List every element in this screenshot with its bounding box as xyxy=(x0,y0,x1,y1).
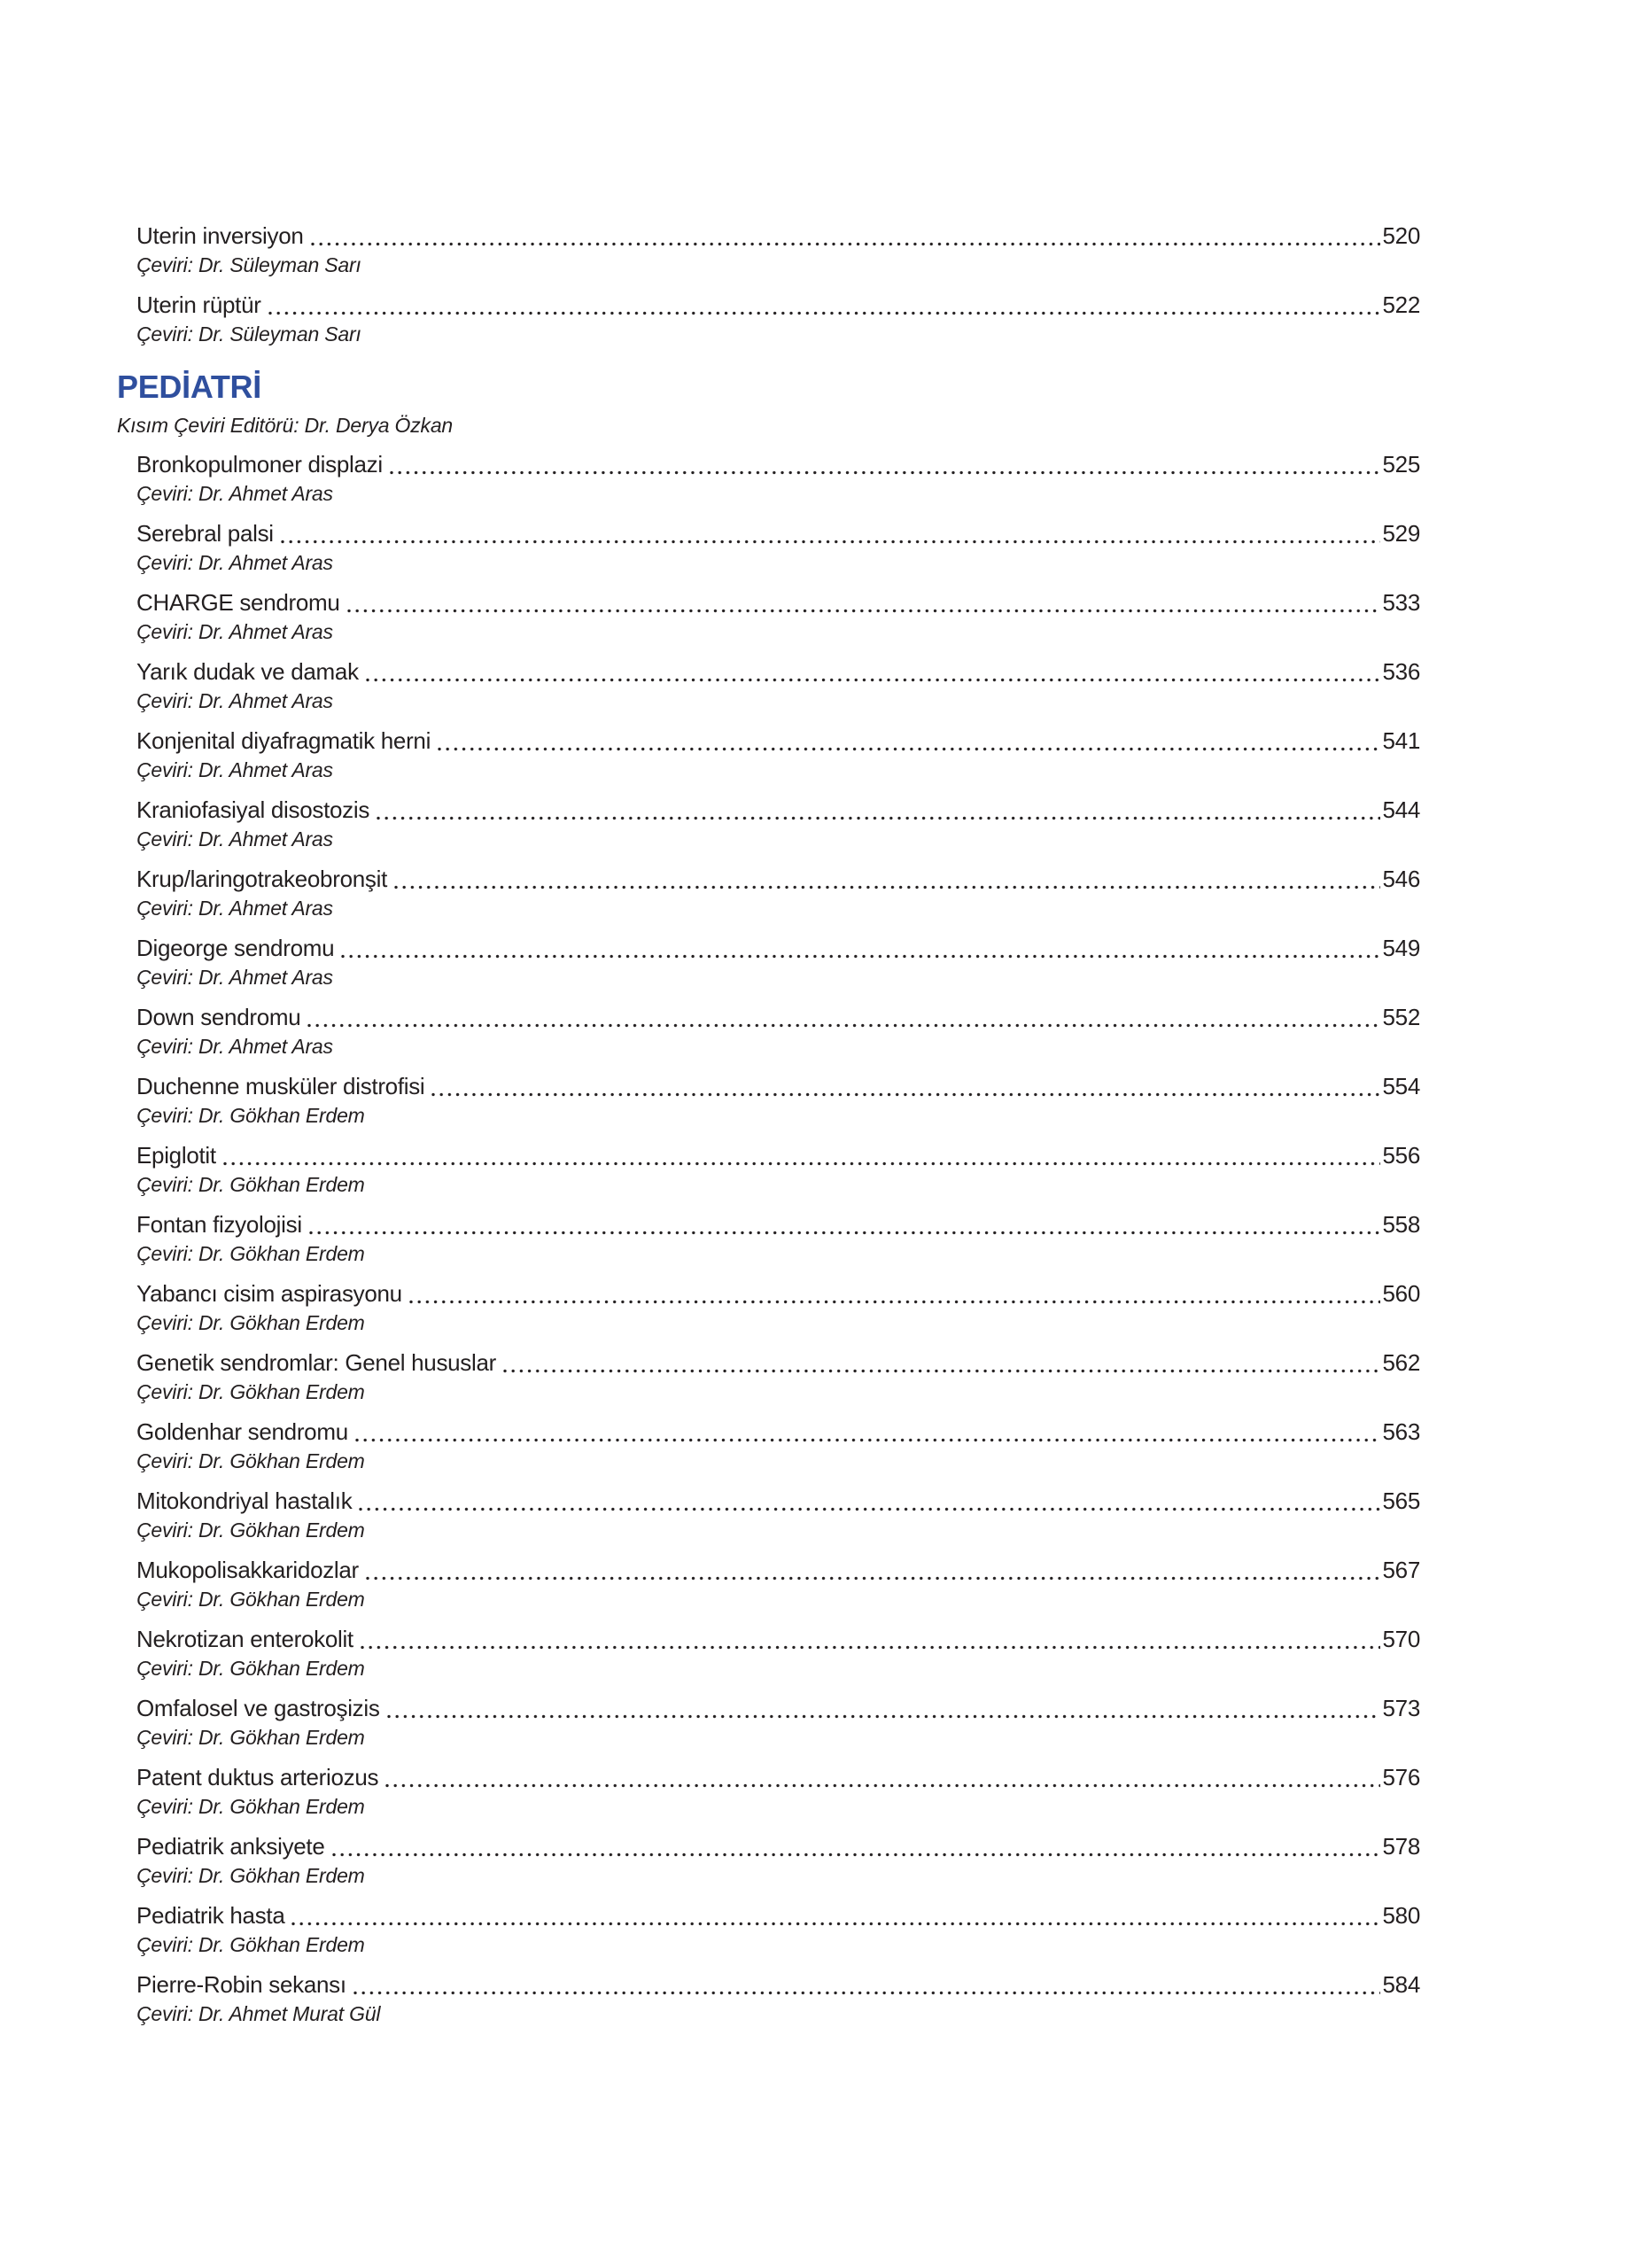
entry-page-number: 546 xyxy=(1382,866,1420,892)
dot-leader xyxy=(377,816,1379,820)
toc-entry-row xyxy=(136,291,1420,320)
entry-translator: Çeviri: Dr. Gökhan Erdem xyxy=(136,1380,365,1403)
toc-entry xyxy=(136,1901,1420,1960)
entry-page-number: 552 xyxy=(1382,1004,1420,1030)
entry-translator: Çeviri: Dr. Ahmet Aras xyxy=(136,1035,333,1058)
entry-title: Down sendromu xyxy=(136,1004,301,1030)
entry-translator: Çeviri: Dr. Gökhan Erdem xyxy=(136,1864,365,1887)
entry-translator: Çeviri: Dr. Gökhan Erdem xyxy=(136,1311,365,1334)
dot-leader xyxy=(309,1231,1380,1235)
entry-title: CHARGE sendromu xyxy=(136,589,340,616)
dot-leader xyxy=(387,1714,1380,1719)
entry-title: Kraniofasiyal disostozis xyxy=(136,796,370,823)
entry-page-number: 560 xyxy=(1382,1280,1420,1307)
entry-translator: Çeviri: Dr. Ahmet Aras xyxy=(136,689,333,712)
toc-entry-row xyxy=(136,796,1420,825)
entry-page-number: 580 xyxy=(1382,1902,1420,1929)
toc-entry xyxy=(136,221,1420,280)
toc-entry xyxy=(136,865,1420,923)
entry-translator: Çeviri: Dr. Ahmet Aras xyxy=(136,482,333,505)
dot-leader xyxy=(390,470,1380,475)
toc-entry-row xyxy=(136,934,1420,963)
toc-entry xyxy=(136,1003,1420,1061)
dot-leader xyxy=(431,1092,1379,1097)
entry-page-number: 578 xyxy=(1382,1833,1420,1860)
dot-leader xyxy=(353,1991,1380,1995)
entry-title: Omfalosel ve gastroşizis xyxy=(136,1695,380,1721)
entry-translator: Çeviri: Dr. Ahmet Aras xyxy=(136,897,333,920)
toc-entry xyxy=(136,1072,1420,1130)
entry-translator: Çeviri: Dr. Gökhan Erdem xyxy=(136,1933,365,1956)
dot-leader xyxy=(366,1576,1380,1581)
toc-entry xyxy=(136,1348,1420,1407)
entry-page-number: 567 xyxy=(1382,1557,1420,1583)
pre-section-entry-list xyxy=(117,221,1420,349)
dot-leader xyxy=(394,885,1380,889)
toc-entry-row xyxy=(136,1625,1420,1654)
dot-leader xyxy=(361,1645,1380,1650)
entry-title: Konjenital diyafragmatik herni xyxy=(136,727,431,754)
entry-translator: Çeviri: Dr. Ahmet Aras xyxy=(136,551,333,574)
toc-entry-row xyxy=(136,1487,1420,1516)
entry-page-number: 544 xyxy=(1382,796,1420,823)
toc-entry-row xyxy=(136,1279,1420,1309)
entry-translator: Çeviri: Dr. Gökhan Erdem xyxy=(136,1795,365,1818)
entry-page-number: 522 xyxy=(1382,291,1420,318)
entry-page-number: 584 xyxy=(1382,1971,1420,1998)
section-entry-list xyxy=(117,450,1420,2029)
entry-page-number: 533 xyxy=(1382,589,1420,616)
toc-entry xyxy=(136,1694,1420,1752)
toc-entry-row xyxy=(136,221,1420,251)
entry-translator: Çeviri: Dr. Gökhan Erdem xyxy=(136,1726,365,1749)
toc-entry-row xyxy=(136,1694,1420,1723)
dot-leader xyxy=(341,954,1379,959)
toc-entry xyxy=(136,1279,1420,1338)
toc-entry-row xyxy=(136,1901,1420,1930)
toc-entry xyxy=(136,1625,1420,1683)
dot-leader xyxy=(366,678,1380,682)
entry-translator: Çeviri: Dr. Süleyman Sarı xyxy=(136,253,361,276)
toc-entry-row xyxy=(136,865,1420,894)
toc-entry xyxy=(136,519,1420,578)
entry-translator: Çeviri: Dr. Gökhan Erdem xyxy=(136,1173,365,1196)
dot-leader xyxy=(359,1507,1379,1511)
entry-page-number: 576 xyxy=(1382,1764,1420,1790)
toc-entry-row xyxy=(136,1003,1420,1032)
toc-entry xyxy=(136,450,1420,509)
entry-translator: Çeviri: Dr. Ahmet Aras xyxy=(136,966,333,989)
toc-entry-row xyxy=(136,1556,1420,1585)
entry-title: Nekrotizan enterokolit xyxy=(136,1626,353,1652)
toc-entry xyxy=(136,1970,1420,2029)
toc-entry xyxy=(136,726,1420,785)
dot-leader xyxy=(281,540,1380,544)
entry-title: Serebral palsi xyxy=(136,520,274,547)
entry-title: Digeorge sendromu xyxy=(136,935,335,961)
entry-title: Yarık dudak ve damak xyxy=(136,658,359,685)
toc-entry xyxy=(136,1487,1420,1545)
entry-title: Krup/laringotrakeobronşit xyxy=(136,866,387,892)
section-editor-line: Kısım Çeviri Editörü: Dr. Derya Özkan xyxy=(117,414,454,437)
dot-leader xyxy=(355,1438,1380,1442)
toc-entry xyxy=(136,1556,1420,1614)
entry-title: Pierre-Robin sekansı xyxy=(136,1971,346,1998)
toc-entry xyxy=(136,1141,1420,1200)
toc-entry-row xyxy=(136,657,1420,687)
dot-leader xyxy=(332,1852,1380,1857)
toc-entry xyxy=(136,657,1420,716)
dot-leader xyxy=(385,1783,1379,1788)
entry-translator: Çeviri: Dr. Ahmet Aras xyxy=(136,620,333,643)
entry-page-number: 563 xyxy=(1382,1418,1420,1445)
section-heading-pediatri: PEDİATRİ xyxy=(117,369,261,405)
entry-translator: Çeviri: Dr. Süleyman Sarı xyxy=(136,322,361,346)
entry-title: Duchenne musküler distrofisi xyxy=(136,1073,425,1099)
entry-page-number: 556 xyxy=(1382,1142,1420,1169)
entry-translator: Çeviri: Dr. Gökhan Erdem xyxy=(136,1588,365,1611)
entry-page-number: 536 xyxy=(1382,658,1420,685)
entry-page-number: 565 xyxy=(1382,1487,1420,1514)
entry-title: Uterin inversiyon xyxy=(136,222,304,249)
entry-page-number: 573 xyxy=(1382,1695,1420,1721)
toc-entry xyxy=(136,1418,1420,1476)
entry-translator: Çeviri: Dr. Gökhan Erdem xyxy=(136,1518,365,1542)
entry-page-number: 570 xyxy=(1382,1626,1420,1652)
entry-page-number: 525 xyxy=(1382,451,1420,478)
entry-title: Mukopolisakkaridozlar xyxy=(136,1557,359,1583)
entry-title: Goldenhar sendromu xyxy=(136,1418,348,1445)
toc-entry xyxy=(136,1210,1420,1269)
toc-entry-row xyxy=(136,726,1420,756)
toc-entry-row xyxy=(136,1348,1420,1378)
toc-entry xyxy=(136,1763,1420,1821)
dot-leader xyxy=(307,1023,1379,1028)
dot-leader xyxy=(291,1922,1379,1926)
toc-entry-row xyxy=(136,1418,1420,1447)
entry-page-number: 562 xyxy=(1382,1349,1420,1376)
entry-title: Genetik sendromlar: Genel hususlar xyxy=(136,1349,497,1376)
entry-page-number: 554 xyxy=(1382,1073,1420,1099)
entry-page-number: 529 xyxy=(1382,520,1420,547)
entry-translator: Çeviri: Dr. Gökhan Erdem xyxy=(136,1449,365,1472)
dot-leader xyxy=(347,609,1380,613)
entry-page-number: 520 xyxy=(1382,222,1420,249)
toc-entry-row xyxy=(136,1970,1420,2000)
entry-title: Patent duktus arteriozus xyxy=(136,1764,379,1790)
dot-leader xyxy=(503,1369,1380,1373)
toc-entry-row xyxy=(136,588,1420,617)
entry-title: Pediatrik anksiyete xyxy=(136,1833,325,1860)
toc-entry xyxy=(136,291,1420,349)
entry-title: Yabancı cisim aspirasyonu xyxy=(136,1280,402,1307)
entry-title: Bronkopulmoner displazi xyxy=(136,451,383,478)
entry-title: Epiglotit xyxy=(136,1142,216,1169)
toc-entry-row xyxy=(136,519,1420,548)
toc-entry xyxy=(136,588,1420,647)
toc-entry-row xyxy=(136,450,1420,479)
entry-translator: Çeviri: Dr. Ahmet Aras xyxy=(136,758,333,781)
dot-leader xyxy=(438,747,1379,751)
entry-translator: Çeviri: Dr. Gökhan Erdem xyxy=(136,1657,365,1680)
entry-translator: Çeviri: Dr. Ahmet Aras xyxy=(136,827,333,850)
toc-entry xyxy=(136,1832,1420,1891)
entry-translator: Çeviri: Dr. Gökhan Erdem xyxy=(136,1104,365,1127)
toc-entry xyxy=(136,934,1420,992)
entry-title: Mitokondriyal hastalık xyxy=(136,1487,353,1514)
entry-translator: Çeviri: Dr. Ahmet Murat Gül xyxy=(136,2002,381,2025)
dot-leader xyxy=(409,1300,1380,1304)
entry-title: Fontan fizyolojisi xyxy=(136,1211,302,1238)
toc-entry-row xyxy=(136,1210,1420,1239)
toc-entry-row xyxy=(136,1072,1420,1101)
entry-title: Pediatrik hasta xyxy=(136,1902,285,1929)
toc-entry-row xyxy=(136,1763,1420,1792)
entry-page-number: 558 xyxy=(1382,1211,1420,1238)
entry-page-number: 549 xyxy=(1382,935,1420,961)
toc-entry-row xyxy=(136,1832,1420,1861)
entry-translator: Çeviri: Dr. Gökhan Erdem xyxy=(136,1242,365,1265)
dot-leader xyxy=(268,311,1380,315)
entry-page-number: 541 xyxy=(1382,727,1420,754)
entry-title: Uterin rüptür xyxy=(136,291,261,318)
dot-leader xyxy=(223,1161,1380,1166)
toc-entry xyxy=(136,796,1420,854)
dot-leader xyxy=(311,242,1380,246)
toc-entry-row xyxy=(136,1141,1420,1170)
